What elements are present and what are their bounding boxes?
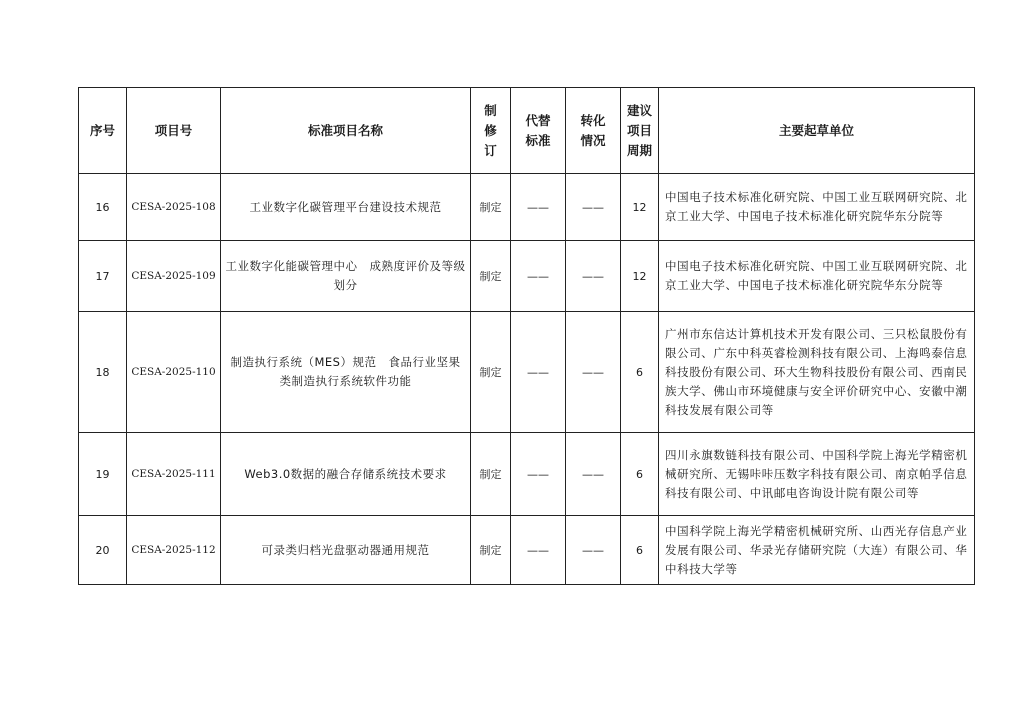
header-replace-line: 标准 xyxy=(525,132,551,148)
header-revise xyxy=(471,88,511,174)
cell-units: 中国科学院上海光学精密机械研究所、山西光存信息产业发展有限公司、华录光存储研究院（大连）有限公司、华中科技大学等 xyxy=(659,516,975,585)
header-seq: 序号 xyxy=(79,88,127,174)
cell-convert: —— xyxy=(566,433,621,516)
cell-seq: 17 xyxy=(79,241,127,312)
cell-units: 广州市东信达计算机技术开发有限公司、三只松鼠股份有限公司、广东中科英睿检测科技有限公司、上海鸣泰信息科技股份有限公司、环大生物科技股份有限公司、西南民族大学、佛山市环境健康与安全评价研究中心、安徽中潮科技发展有限公司等 xyxy=(659,312,975,433)
table-row xyxy=(79,312,975,433)
table-row xyxy=(79,516,975,585)
cell-project-no: CESA-2025-108 xyxy=(127,174,221,241)
header-replace-line: 代替 xyxy=(525,112,551,128)
cell-replace: —— xyxy=(511,174,566,241)
cell-cycle: 6 xyxy=(621,312,659,433)
cell-name: 工业数字化碳管理平台建设技术规范 xyxy=(221,174,471,241)
cell-cycle: 6 xyxy=(621,516,659,585)
cell-seq: 19 xyxy=(79,433,127,516)
cell-replace: —— xyxy=(511,312,566,433)
header-revise-line: 制 xyxy=(484,102,497,118)
cell-name: Web3.0数据的融合存储系统技术要求 xyxy=(221,433,471,516)
table-row xyxy=(79,433,975,516)
cell-revise: 制定 xyxy=(471,433,511,516)
cell-revise: 制定 xyxy=(471,174,511,241)
cell-seq: 20 xyxy=(79,516,127,585)
cell-name: 可录类归档光盘驱动器通用规范 xyxy=(221,516,471,585)
cell-cycle: 12 xyxy=(621,174,659,241)
cell-name: 制造执行系统（MES）规范 食品行业坚果类制造执行系统软件功能 xyxy=(221,312,471,433)
header-convert xyxy=(566,88,621,174)
table-row xyxy=(79,174,975,241)
header-convert-line: 转化 xyxy=(580,112,606,128)
table-row xyxy=(79,241,975,312)
header-cycle xyxy=(621,88,659,174)
header-units: 主要起草单位 xyxy=(659,88,975,174)
header-cycle-line: 项目 xyxy=(626,122,652,138)
cell-convert: —— xyxy=(566,174,621,241)
cell-project-no: CESA-2025-110 xyxy=(127,312,221,433)
cell-units: 四川永旗数链科技有限公司、中国科学院上海光学精密机械研究所、无锡咔咔压数字科技有限公司、南京帕孚信息科技有限公司、中讯邮电咨询设计院有限公司等 xyxy=(659,433,975,516)
cell-convert: —— xyxy=(566,516,621,585)
cell-revise: 制定 xyxy=(471,516,511,585)
cell-project-no: CESA-2025-111 xyxy=(127,433,221,516)
cell-project-no: CESA-2025-112 xyxy=(127,516,221,585)
header-project-no: 项目号 xyxy=(127,88,221,174)
header-revise-line: 订 xyxy=(484,142,497,158)
cell-name: 工业数字化能碳管理中心 成熟度评价及等级划分 xyxy=(221,241,471,312)
cell-seq: 16 xyxy=(79,174,127,241)
header-cycle-line: 建议 xyxy=(626,102,652,118)
cell-revise: 制定 xyxy=(471,241,511,312)
cell-project-no: CESA-2025-109 xyxy=(127,241,221,312)
header-convert-line: 情况 xyxy=(580,132,606,148)
header-cycle-line: 周期 xyxy=(626,142,652,158)
header-replace xyxy=(511,88,566,174)
cell-replace: —— xyxy=(511,241,566,312)
table-header-row xyxy=(79,88,975,174)
header-name: 标准项目名称 xyxy=(221,88,471,174)
cell-seq: 18 xyxy=(79,312,127,433)
cell-convert: —— xyxy=(566,312,621,433)
cell-cycle: 12 xyxy=(621,241,659,312)
cell-cycle: 6 xyxy=(621,433,659,516)
cell-replace: —— xyxy=(511,516,566,585)
cell-units: 中国电子技术标准化研究院、中国工业互联网研究院、北京工业大学、中国电子技术标准化研究院华东分院等 xyxy=(659,174,975,241)
standards-table xyxy=(78,87,975,585)
cell-convert: —— xyxy=(566,241,621,312)
header-revise-line: 修 xyxy=(484,122,497,138)
cell-revise: 制定 xyxy=(471,312,511,433)
cell-replace: —— xyxy=(511,433,566,516)
cell-units: 中国电子技术标准化研究院、中国工业互联网研究院、北京工业大学、中国电子技术标准化研究院华东分院等 xyxy=(659,241,975,312)
